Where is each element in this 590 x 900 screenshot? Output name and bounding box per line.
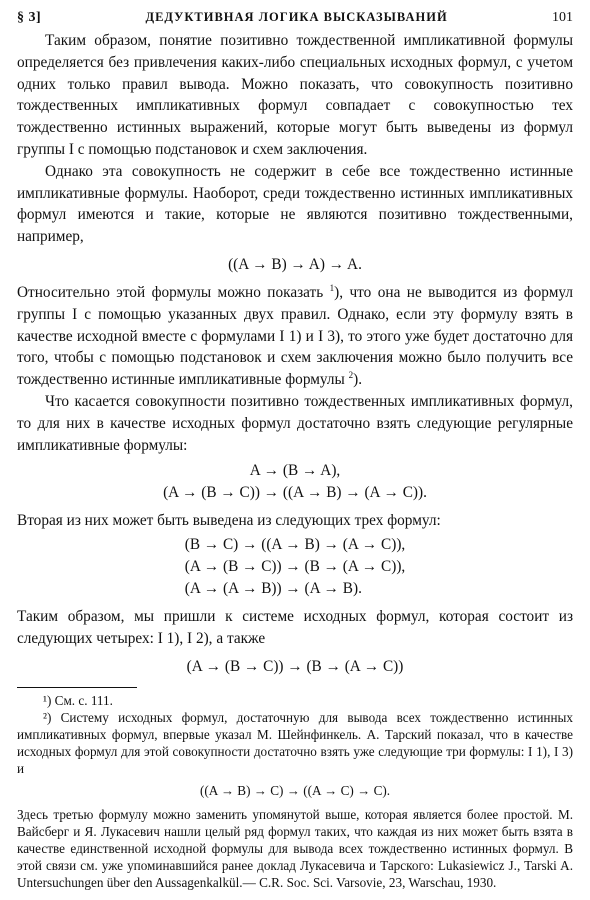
paragraph-3-part-a: Относительно этой формулы можно показать: [17, 283, 324, 301]
formula-3c: (A → (A → B)) → (A → B).: [184, 580, 362, 598]
formula-2a: A → (B → A),: [249, 462, 341, 480]
footnote-2-continued: Здесь третью формулу можно заменить упомянутой выше, которая является более простой. М. Вайсберг и Я. Лукасевич нашли целый ряд формул таких, что каждая из них может быть взята в качестве единственной исходной формулы для вывода всех тождественно истинных формул. В этой связи см. уже упоминавшийся ранее доклад Лукасевича и Тарского: Lukasiewicz J., Tarski A. Untersuchungen über den Aussagenkalkül.— C.R. Soc. Sci. Varsovie, 23, Warschau, 1930.: [17, 806, 573, 890]
paragraph-1: Таким образом, понятие позитивно тождественной импликативной формулы определяется без привлечения каких-либо специальных исходных формул, с учетом одних только правил вывода. Можно показать, что совокупность позитивно тождественных импликативных формул совпадает с совокупностью тех тождественно истинных выражений, которые могут быть выведены из формул группы I с помощью подстановок и схем заключения.: [17, 32, 573, 158]
formula-group-2: [17, 460, 573, 504]
footnote-ref-1: 1: [329, 282, 335, 293]
running-title: ДЕДУКТИВНАЯ ЛОГИКА ВЫСКАЗЫВАНИЙ: [145, 10, 448, 24]
paragraph-6: Таким образом, мы пришли к системе исходных формул, которая состоит из следующих четырех: I 1), I 2), а также: [17, 608, 573, 647]
book-page: [17, 4, 573, 891]
page-number: 101: [552, 10, 573, 25]
paragraph-2: Однако эта совокупность не содержит в себе все тождественно истинные импликативные формулы. Наоборот, среди тождественно истинных импликативных формул имеются и такие, которые не являются позитивно тождественными, например,: [17, 162, 573, 246]
paragraph-4: Что касается совокупности позитивно тождественных импликативных формул, то для них в качестве исходных формул достаточно взять следующие регулярные импликативные формулы:: [17, 392, 573, 454]
formula-3a: (B → C) → ((A → B) → (A → C)),: [184, 536, 406, 554]
footnote-divider: [17, 687, 137, 688]
running-header: [17, 4, 573, 30]
paragraph-3-part-b: ), что она не выводится из формул группы I с помощью указанных двух правил. Однако, если эту формулу взять в качестве исходной вместе с формулами I 1) и I 3), то этого уже будет достаточно для того, чтобы с помощью подстановок и схем заключения можно было получить все тождественно истинные импликативные формулы: [17, 283, 574, 389]
formula-group-3: [17, 534, 573, 600]
footnote-2: ²) Систему исходных формул, достаточную для вывода всех тождественно истинных импликативных формул, впервые указал М. Шейнфинкель. А. Тарский показал, что в качестве исходных формул для этой совокупности достаточно взять уже следующие три формулы: I 1), I 3) и: [17, 709, 573, 776]
footnote-2-formula: ((A → B) → C) → ((A → C) → C).: [199, 782, 391, 798]
formula-peirce: ((A → B) → A) → A.: [228, 255, 362, 273]
formula-3b: (A → (B → C)) → (B → (A → C)),: [184, 558, 406, 576]
footnote-ref-2: 2: [348, 370, 354, 381]
paragraph-3-part-c: ).: [353, 371, 363, 389]
formula-4: (A → (B → C)) → (B → (A → C)): [186, 657, 404, 675]
paragraph-5: Вторая из них может быть выведена из следующих трех формул:: [17, 512, 441, 530]
formula-2b: (A → (B → C)) → ((A → B) → (A → C)).: [163, 484, 427, 502]
footnote-1: ¹) См. с. 111.: [43, 692, 113, 708]
paragraph-3: [17, 282, 573, 391]
section-marker: § 3]: [17, 10, 42, 25]
